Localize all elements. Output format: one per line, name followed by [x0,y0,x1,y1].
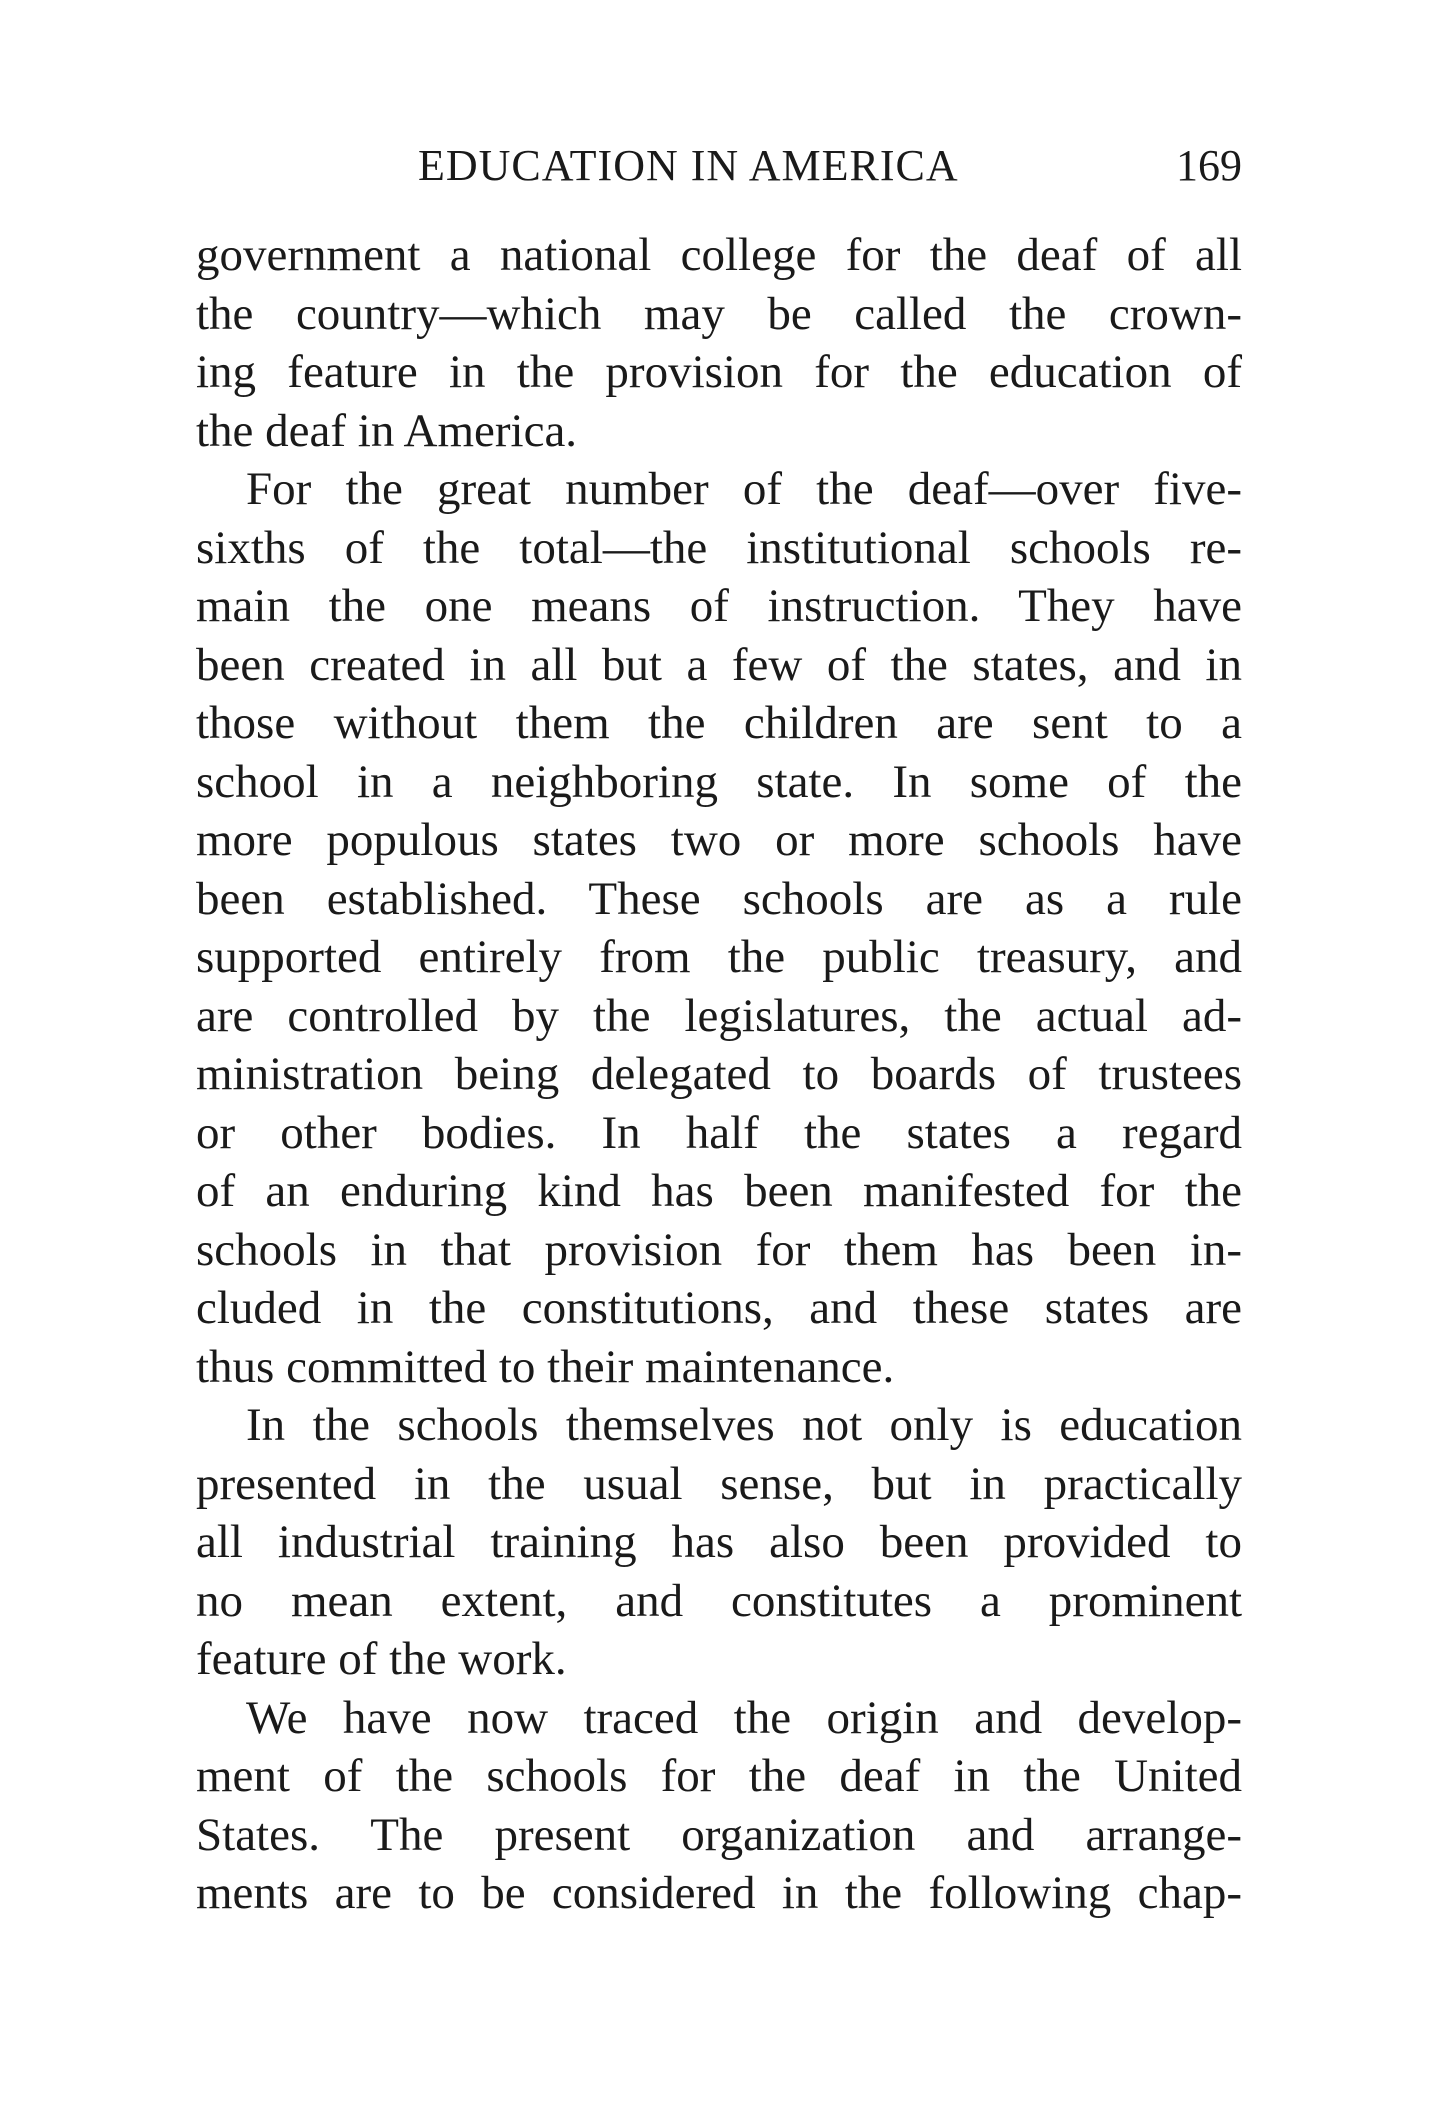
text-line: of an enduring kind has been manifested for the [196,1165,1242,1217]
running-head [196,136,1242,196]
text-line: been established. These schools are as a rule [196,872,1242,925]
text-line: schools in that provision for them has been in- [196,1223,1242,1276]
text-line: ments are to be considered in the following chap- [196,1867,1242,1919]
text-line: school in a neighboring state. In some of the [196,755,1242,808]
text-line: ing feature in the provision for the education of [196,346,1242,398]
text-line: government a national college for the deaf of all [196,229,1242,281]
text-line: feature of the work. [196,1633,567,1685]
page-number: 169 [1176,141,1242,190]
text-line: main the one means of instruction. They have [196,580,1242,632]
text-line: more populous states two or more schools have [196,814,1242,866]
text-line: sixths of the total—the institutional schools re- [196,521,1242,574]
text-line: presented in the usual sense, but in practically [196,1457,1242,1510]
text-line: all industrial training has also been provided to [196,1516,1242,1568]
text-line: or other bodies. In half the states a regard [196,1106,1242,1159]
text-line: cluded in the constitutions, and these states are [196,1282,1242,1334]
text-line: the deaf in America. [196,404,578,457]
body-text [196,226,1242,1923]
text-line: We have now traced the origin and develop- [246,1691,1242,1744]
text-line: those without them the children are sent to a [196,697,1242,749]
running-title: EDUCATION IN AMERICA [418,141,959,190]
text-line: supported entirely from the public treasury, and [196,931,1242,983]
text-line: thus committed to their maintenance. [196,1340,895,1393]
text-line: For the great number of the deaf—over five- [246,463,1242,515]
text-line: ment of the schools for the deaf in the United [196,1750,1242,1802]
text-line: no mean extent, and constitutes a prominent [196,1574,1242,1627]
text-line: ministration being delegated to boards of trustees [196,1048,1242,1100]
text-line: the country—which may be called the crown- [196,287,1242,340]
text-line: In the schools themselves not only is education [246,1399,1242,1451]
text-line: States. The present organization and arrange- [196,1808,1242,1861]
text-line: been created in all but a few of the states, and in [196,638,1242,691]
text-line: are controlled by the legislatures, the actual ad- [196,989,1242,1042]
